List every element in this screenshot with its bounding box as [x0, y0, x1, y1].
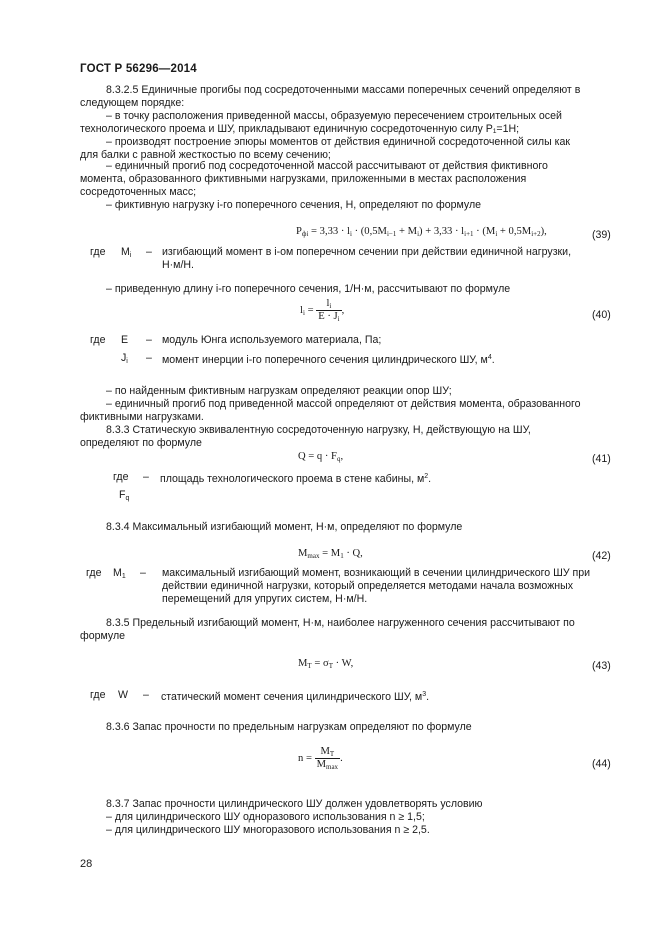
paragraph-line: – в точку расположения приведенной массы, образуемую пересечением строительных осей	[106, 110, 562, 122]
paragraph-line: – фиктивную нагрузку i-го поперечного сечения, Н, определяют по формуле	[106, 199, 482, 211]
symbol: $J_i$	[121, 352, 128, 365]
paragraph-line: – производят построение эпюры моментов от действия единичной сосредоточенной силы как	[106, 136, 571, 148]
symbol: $M_i$	[121, 246, 132, 259]
paragraph-line: фиктивными нагрузками.	[80, 411, 204, 423]
equation-43: $M_T = \sigma_T \cdot W$,	[298, 658, 354, 670]
symbol: E	[121, 334, 129, 346]
paragraph-line: 8.3.3 Статическую эквивалентную сосредоточенную нагрузку, Н, действующую на ШУ,	[106, 424, 531, 436]
dash: –	[140, 567, 146, 579]
definition-line: модуль Юнга используемого материала, Па;	[162, 334, 382, 346]
definition-line: Н·м/Н.	[162, 259, 194, 271]
paragraph-line: – по найденным фиктивным нагрузкам определяют реакции опор ШУ;	[106, 385, 452, 397]
paragraph-line: 8.3.4 Максимальный изгибающий момент, Н·м, определяют по формуле	[106, 521, 463, 533]
where-label: где	[90, 689, 106, 701]
where-label: где	[86, 567, 102, 579]
standard-header: ГОСТ Р 56296—2014	[80, 63, 197, 75]
dash: –	[146, 352, 152, 364]
dash: –	[146, 246, 152, 258]
equation-number: (44)	[592, 758, 611, 770]
paragraph-line: следующем порядке:	[80, 97, 185, 109]
definition-line: площадь технологического проема в стене кабины, $м^2$.	[160, 473, 432, 485]
equation-41: $Q = q \cdot F_q$,	[298, 451, 344, 463]
equation-number: (40)	[592, 309, 611, 321]
equation-39: $P_{фi} = 3,33 \cdot l_i \cdot (0,5M_{i-1} + M_i) + 3,33 \cdot l_{i+1} \cdot (M_i + 0,5M_{i+2})$,	[296, 226, 547, 238]
definition-line: действии единичной нагрузки, который определяется методами начала возможных	[162, 580, 574, 592]
paragraph-line: определяют по формуле	[80, 437, 202, 449]
paragraph-line: 8.3.5 Предельный изгибающий момент, Н·м, наиболее нагруженного сечения рассчитывают по	[106, 617, 575, 629]
equation-42: $M_{max} = M_1 \cdot Q$,	[298, 548, 363, 560]
paragraph-line: – единичный прогиб под приведенной массой определяют от действия момента, образованного	[106, 398, 581, 410]
where-label: где	[90, 246, 106, 258]
equation-number: (39)	[592, 229, 611, 241]
symbol: W	[118, 689, 128, 701]
paragraph-line: момента, образованного фиктивными нагрузками, приложенными в местах расположения	[80, 173, 527, 185]
equation-number: (42)	[592, 550, 611, 562]
equation-number: (43)	[592, 660, 611, 672]
paragraph-line: для балки с равной жесткостью по всему сечению;	[80, 149, 331, 161]
symbol: $M_1$	[113, 567, 126, 580]
paragraph-line: 8.3.2.5 Единичные прогибы под сосредоточенными массами поперечных сечений определяют в	[106, 84, 581, 96]
definition-line: максимальный изгибающий момент, возникающий в сечении цилиндрического ШУ при	[162, 567, 591, 579]
paragraph-line: – для цилиндрического ШУ одноразового использования n ≥ 1,5;	[106, 811, 425, 823]
paragraph-line: 8.3.7 Запас прочности цилиндрического ШУ должен удовлетворять условию	[106, 798, 483, 810]
definition-line: статический момент сечения цилиндрического ШУ, $м^3$.	[161, 691, 430, 703]
paragraph-line: – приведенную длину i-го поперечного сечения, 1/Н·м, рассчитывают по формуле	[106, 283, 511, 295]
paragraph-line: – для цилиндрического ШУ многоразового использования n ≥ 2,5.	[106, 824, 430, 836]
equation-number: (41)	[592, 453, 611, 465]
page-number: 28	[80, 858, 93, 870]
dash: –	[143, 471, 149, 483]
dash: –	[143, 689, 149, 701]
where-label: где	[113, 471, 129, 483]
paragraph-line: технологического проема и ШУ, прикладывают единичную сосредоточенную силу P₁=1Н;	[80, 123, 520, 135]
definition-line: перемещений для упругих систем, Н·м/Н.	[162, 593, 368, 605]
paragraph-line: – единичный прогиб под сосредоточенной массой рассчитывают от действия фиктивного	[106, 160, 548, 172]
where-label: где	[90, 334, 106, 346]
equation-44: n = $\frac{M_T}{M_{max}}$ .	[298, 746, 343, 771]
paragraph-line: формуле	[80, 630, 126, 642]
definition-line: момент инерции i-го поперечного сечения цилиндрического ШУ, $м^4$.	[162, 354, 495, 366]
equation-40: $l_i$ = $\frac{l_i}{E \cdot J_i}$ ,	[300, 298, 345, 323]
definition-line: изгибающий момент в i-ом поперечном сечении при действии единичной нагрузки,	[162, 246, 572, 258]
paragraph-line: 8.3.6 Запас прочности по предельным нагрузкам определяют по формуле	[106, 721, 472, 733]
dash: –	[146, 334, 152, 346]
paragraph-line: сосредоточенных масс;	[80, 186, 197, 198]
symbol: $F_q$	[119, 489, 130, 502]
